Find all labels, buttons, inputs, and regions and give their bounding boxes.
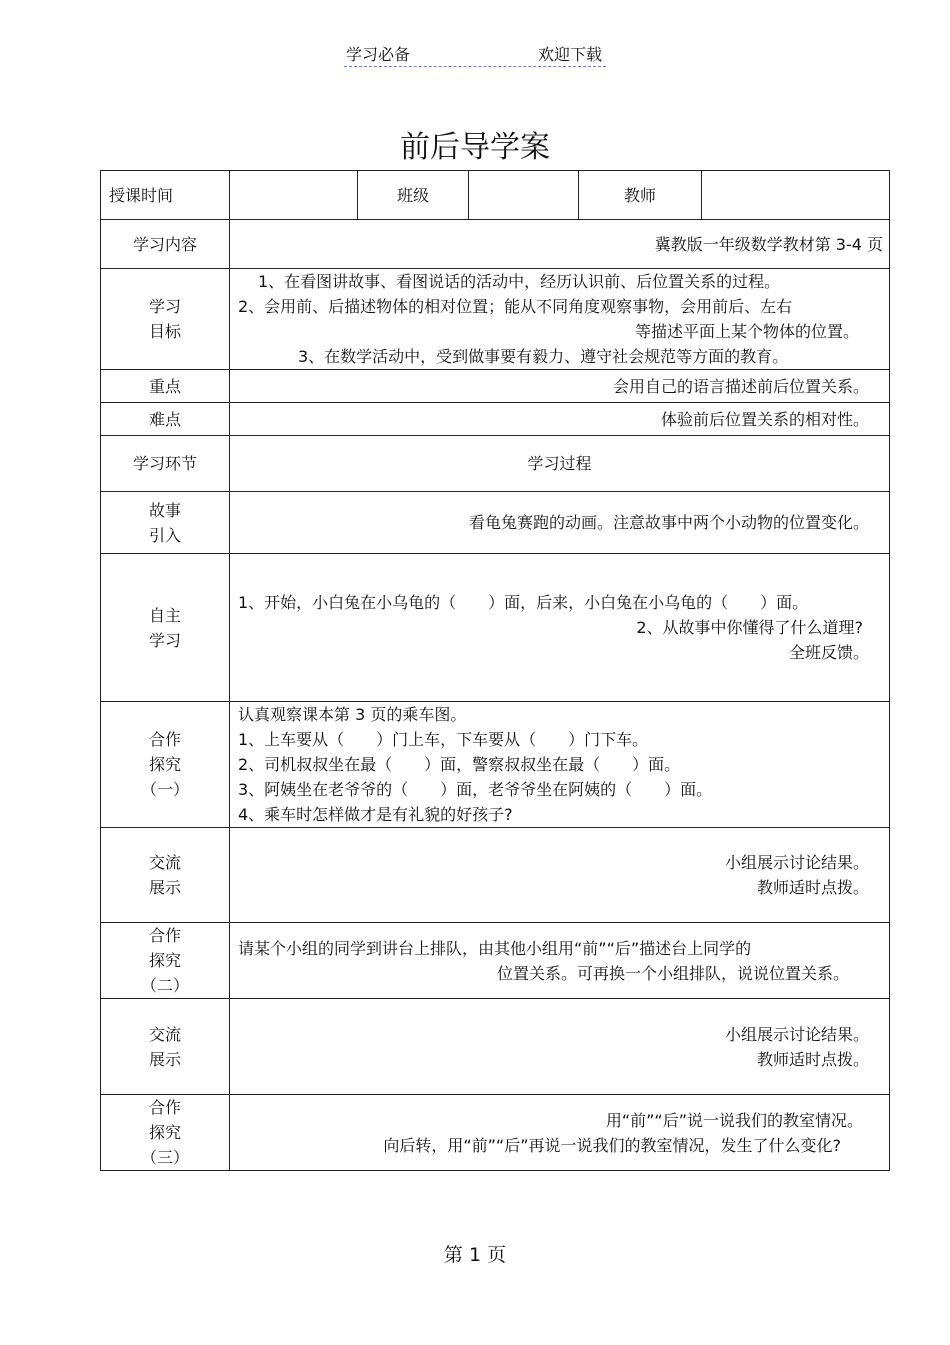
class-label: 班级 bbox=[358, 171, 469, 220]
row-exchange-2 bbox=[101, 999, 890, 1095]
coop1-line-1: 认真观察课本第 3 页的乘车图。 bbox=[238, 705, 467, 724]
time-value bbox=[230, 171, 358, 220]
coop1-line-3: 2、司机叔叔坐在最（ ）面，警察叔叔坐在最（ ）面。 bbox=[238, 755, 681, 774]
row-coop-1 bbox=[101, 702, 890, 828]
goals-label-line1: 学习 bbox=[148, 297, 181, 316]
exchange1-value bbox=[230, 828, 890, 923]
page-header bbox=[344, 42, 606, 67]
coop2-value bbox=[230, 923, 890, 999]
coop1-label bbox=[101, 702, 230, 828]
row-stage-header bbox=[101, 436, 890, 492]
coop3-label-line1: 合作 bbox=[148, 1098, 181, 1117]
exchange2-label-line1: 交流 bbox=[148, 1024, 181, 1044]
row-info bbox=[101, 171, 890, 220]
coop1-label-line1: 合作 bbox=[148, 730, 181, 749]
coop3-label-line2: 探究 bbox=[148, 1123, 181, 1142]
goals-value bbox=[230, 269, 890, 370]
key-point-value: 会用自己的语言描述前后位置关系。 bbox=[230, 370, 890, 403]
exchange1-label bbox=[101, 828, 230, 923]
goals-label bbox=[101, 269, 230, 370]
coop2-label-line3: （二） bbox=[140, 976, 189, 995]
row-key-point bbox=[101, 370, 890, 403]
row-coop-3 bbox=[101, 1095, 890, 1171]
stage-value: 学习过程 bbox=[230, 436, 890, 492]
goal-line-3: 等描述平面上某个物体的位置。 bbox=[634, 322, 859, 341]
self-study-line-2: 2、从故事中你懂得了什么道理? bbox=[636, 618, 863, 637]
row-exchange-1 bbox=[101, 828, 890, 923]
goals-label-line2: 目标 bbox=[148, 322, 181, 341]
self-study-label-line1: 自主 bbox=[148, 605, 181, 625]
story-label-line1: 故事 bbox=[148, 500, 181, 520]
coop1-label-line2: 探究 bbox=[148, 755, 181, 774]
coop1-value bbox=[230, 702, 890, 828]
self-study-label-line2: 学习 bbox=[148, 630, 181, 650]
exchange2-value bbox=[230, 999, 890, 1095]
coop2-label-line2: 探究 bbox=[148, 951, 181, 970]
coop3-label bbox=[101, 1095, 230, 1171]
exchange1-line-1: 小组展示讨论结果。 bbox=[724, 853, 869, 872]
row-goals bbox=[101, 269, 890, 370]
row-self-study bbox=[101, 554, 890, 702]
coop3-label-line3: （三） bbox=[140, 1148, 189, 1167]
exchange2-line-2: 教师适时点拨。 bbox=[756, 1049, 869, 1069]
content-value: 冀教版一年级数学教材第 3-4 页 bbox=[230, 220, 890, 269]
coop1-label-line3: （一） bbox=[140, 780, 189, 799]
header-left-text: 学习必备 bbox=[346, 45, 411, 64]
content-label: 学习内容 bbox=[101, 220, 230, 269]
goal-line-4: 3、在数学活动中，受到做事要有毅力、遵守社会规范等方面的教育。 bbox=[298, 347, 789, 366]
row-story bbox=[101, 492, 890, 554]
row-coop-2 bbox=[101, 923, 890, 999]
coop3-value bbox=[230, 1095, 890, 1171]
difficulty-value: 体验前后位置关系的相对性。 bbox=[230, 403, 890, 436]
self-study-line-1: 1、开始，小白兔在小乌龟的（ ）面，后来，小白兔在小乌龟的（ ）面。 bbox=[238, 593, 809, 612]
coop1-line-4: 3、阿姨坐在老爷爷的（ ）面，老爷爷坐在阿姨的（ ）面。 bbox=[238, 780, 713, 799]
goal-line-1: 1、在看图讲故事、看图说话的活动中，经历认识前、后位置关系的过程。 bbox=[258, 272, 781, 291]
exchange2-line-1: 小组展示讨论结果。 bbox=[724, 1024, 869, 1044]
time-label: 授课时间 bbox=[101, 171, 230, 220]
exchange2-label bbox=[101, 999, 230, 1095]
exchange2-label-line2: 展示 bbox=[148, 1049, 181, 1069]
key-point-label: 重点 bbox=[101, 370, 230, 403]
exchange1-label-line2: 展示 bbox=[148, 878, 181, 897]
class-value bbox=[469, 171, 579, 220]
header-right-text: 欢迎下载 bbox=[537, 45, 602, 64]
exchange1-label-line1: 交流 bbox=[148, 853, 181, 872]
coop3-line-1: 用“前”“后”说一说我们的教室情况。 bbox=[605, 1110, 863, 1130]
story-label bbox=[101, 492, 230, 554]
self-study-value bbox=[230, 554, 890, 702]
self-study-label bbox=[101, 554, 230, 702]
coop2-label bbox=[101, 923, 230, 999]
coop2-label-line1: 合作 bbox=[148, 926, 181, 945]
goal-line-2: 2、会用前、后描述物体的相对位置；能从不同角度观察事物，会用前后、左右 bbox=[238, 297, 793, 316]
teacher-label: 教师 bbox=[579, 171, 702, 220]
self-study-line-3: 全班反馈。 bbox=[788, 643, 869, 662]
coop1-line-5: 4、乘车时怎样做才是有礼貌的好孩子? bbox=[238, 805, 513, 824]
lesson-plan-table bbox=[100, 170, 890, 1171]
stage-label: 学习环节 bbox=[101, 436, 230, 492]
page-number: 第 1 页 bbox=[443, 1244, 507, 1266]
exchange1-line-2: 教师适时点拨。 bbox=[756, 878, 869, 897]
document-title: 前后导学案 bbox=[400, 130, 550, 165]
teacher-value bbox=[702, 171, 890, 220]
coop1-line-2: 1、上车要从（ ）门上车，下车要从（ ）门下车。 bbox=[238, 730, 649, 749]
difficulty-label: 难点 bbox=[101, 403, 230, 436]
row-difficulty bbox=[101, 403, 890, 436]
coop2-line-1: 请某个小组的同学到讲台上排队，由其他小组用“前”“后”描述台上同学的 bbox=[238, 938, 752, 958]
coop2-line-2: 位置关系。可再换一个小组排队，说说位置关系。 bbox=[496, 963, 849, 983]
row-content bbox=[101, 220, 890, 269]
coop3-line-2: 向后转，用“前”“后”再说一说我们的教室情况，发生了什么变化? bbox=[383, 1135, 841, 1155]
story-value: 看龟兔赛跑的动画。注意故事中两个小动物的位置变化。 bbox=[230, 492, 890, 554]
story-label-line2: 引入 bbox=[148, 525, 181, 545]
